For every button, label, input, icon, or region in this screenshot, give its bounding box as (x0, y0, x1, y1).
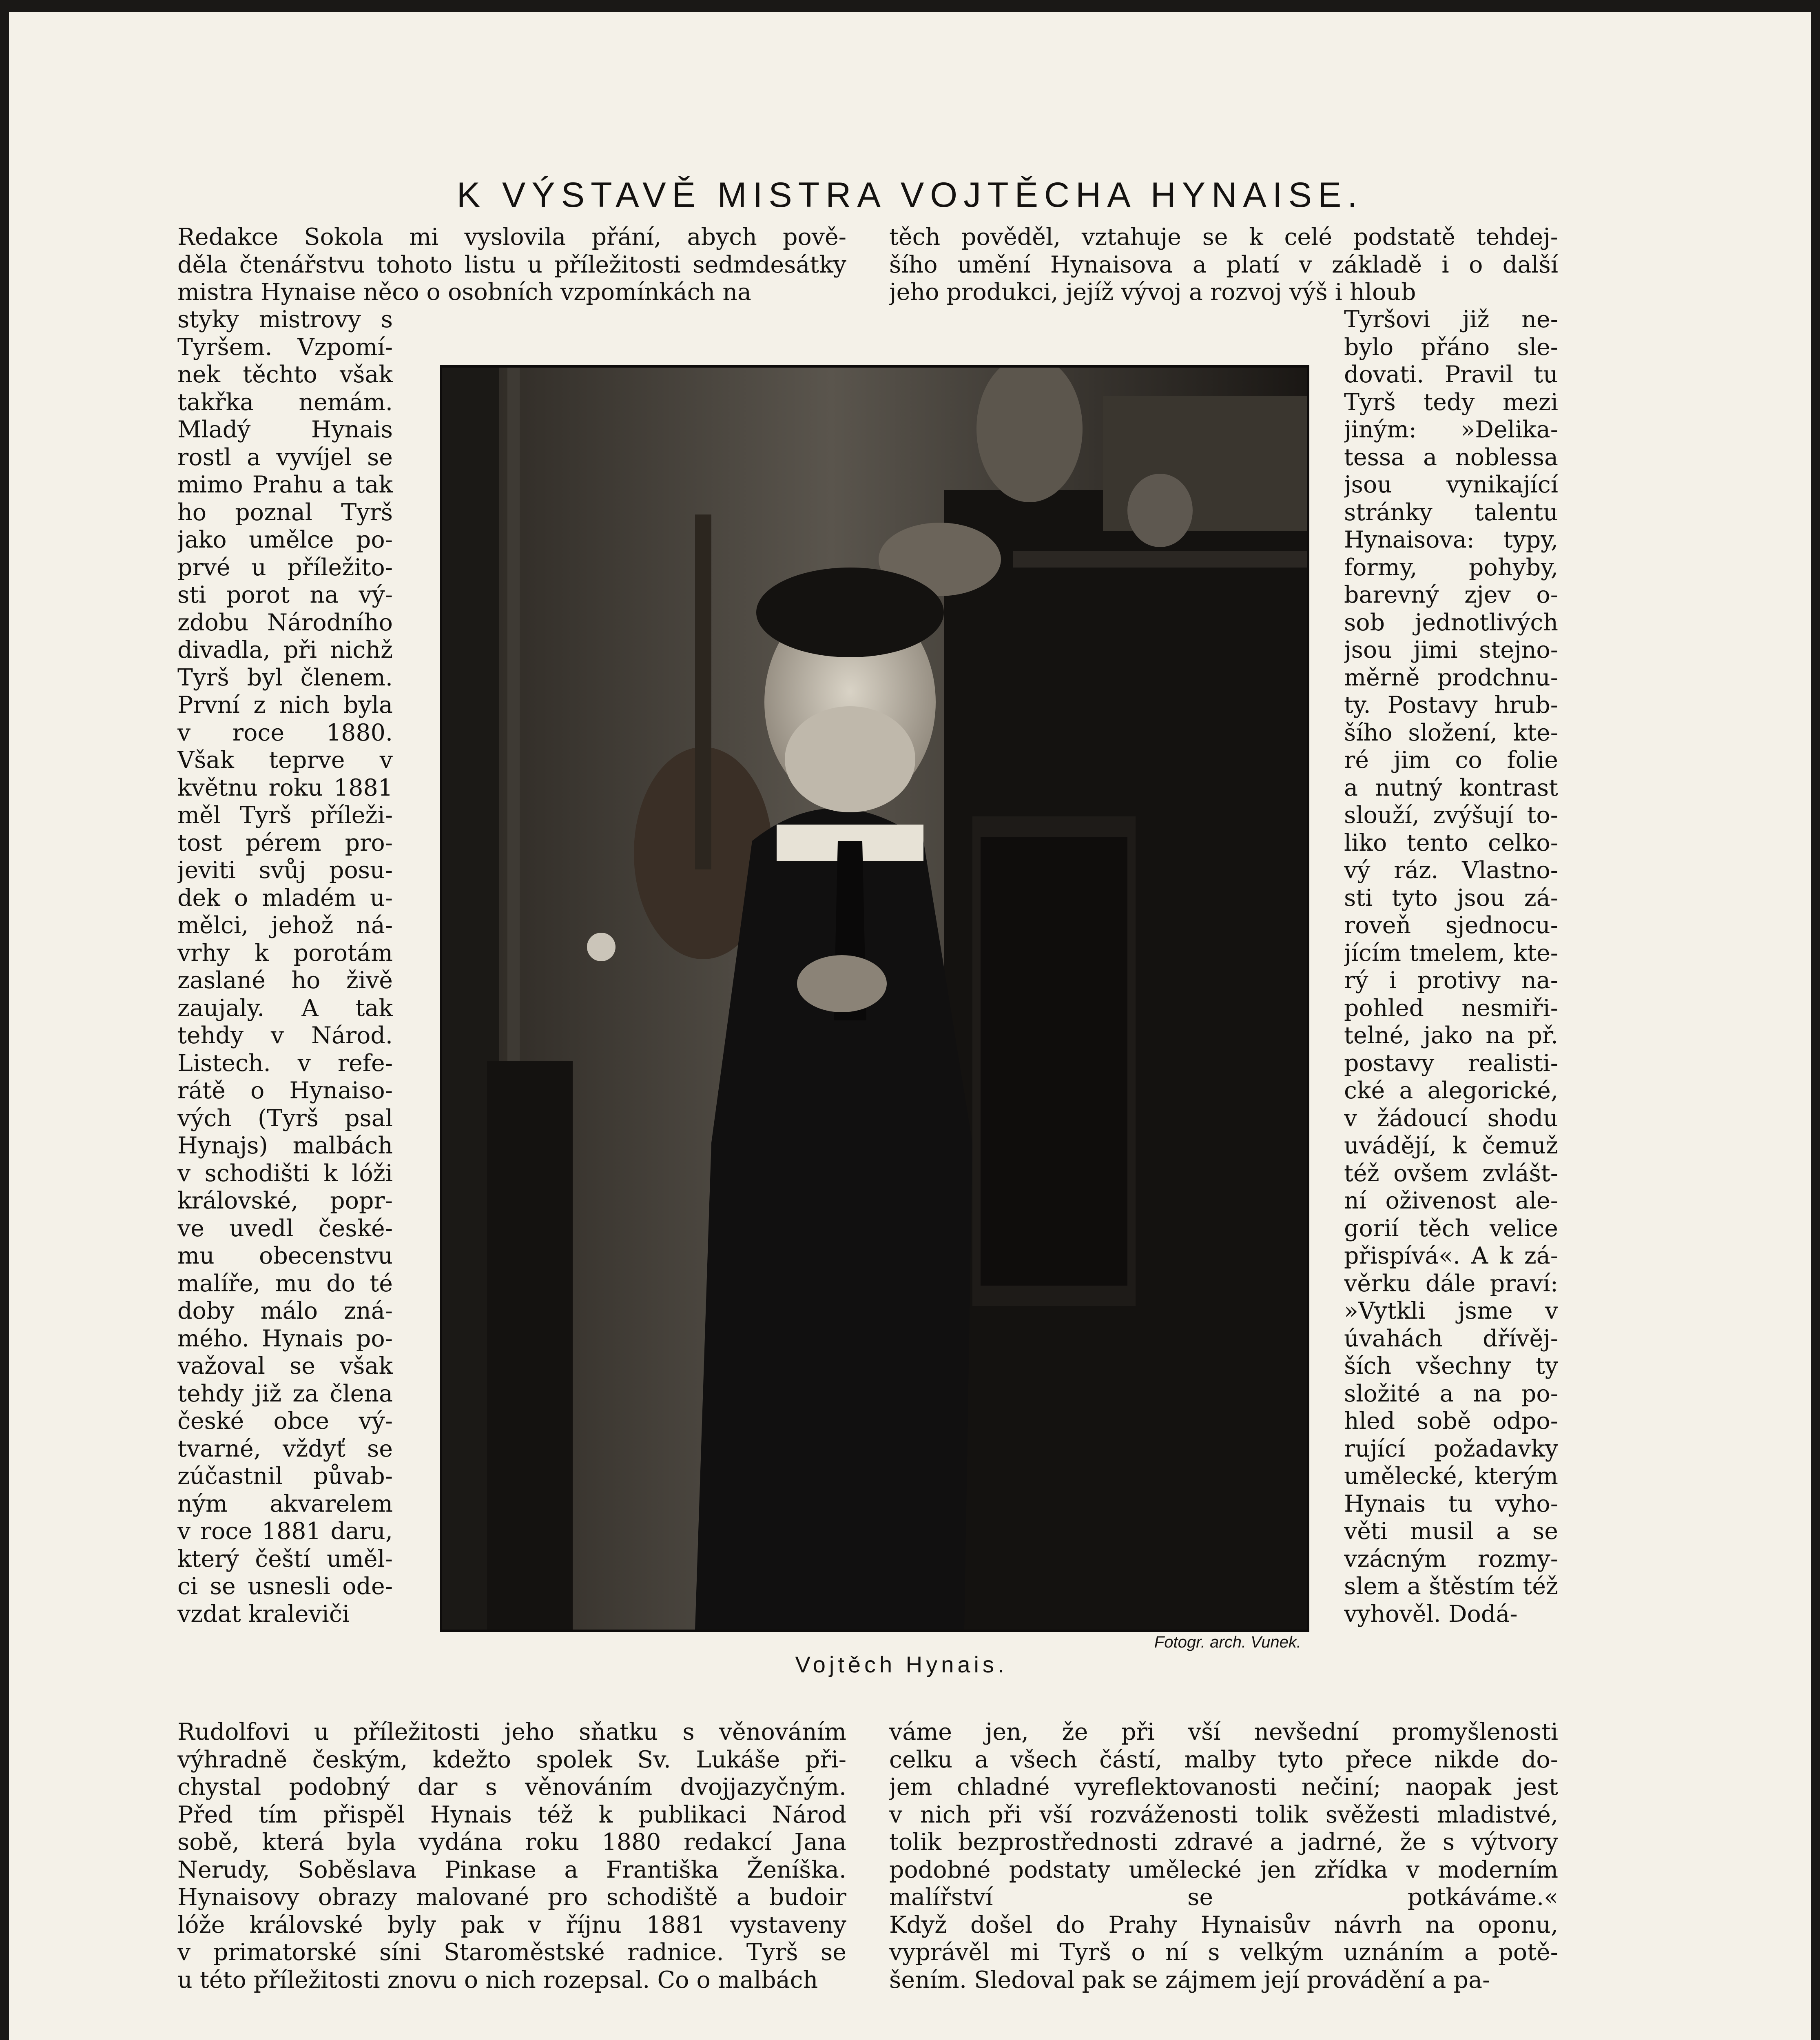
text-line: úvahách dřívěj- (1344, 1325, 1558, 1352)
text-line: výhradně českým, kdežto spolek Sv. Lukáše při- (177, 1746, 846, 1773)
text-line: Když došel do Prahy Hynaisův návrh na oponu, (889, 1911, 1558, 1938)
text-line: tost pérem pro- (177, 829, 393, 856)
text-line: ní oživenost ale- (1344, 1187, 1558, 1214)
text-line: podobné podstaty umělecké jen zřídka v moderním (889, 1856, 1558, 1883)
text-line: prvé u příležito- (177, 554, 393, 581)
text-line: tolik bezprostřednosti zdravé a jadrné, že s výtvory (889, 1829, 1558, 1856)
text-line: tehdy v Národ. (177, 1022, 393, 1049)
text-line: tessa a noblessa (1344, 443, 1558, 471)
text-line: české obce vý- (177, 1408, 393, 1435)
text-line: vzdat kraleviči (177, 1600, 350, 1628)
text-line: věti musil a se (1344, 1518, 1558, 1545)
text-line: v primatorské síni Staroměstské radnice. Tyrš se (177, 1939, 846, 1966)
text-line: slouží, zvýšují to- (1344, 802, 1558, 829)
text-line: hled sobě odpo- (1344, 1408, 1558, 1435)
text-line: uvádějí, k čemuž (1344, 1132, 1558, 1159)
text-line: Hynaisovy obrazy malované pro schodiště a budoir (177, 1884, 846, 1911)
text-line: Nerudy, Soběslava Pinkase a Františka Ženíška. (177, 1856, 846, 1883)
text-line: važoval se však (177, 1353, 393, 1379)
text-line: Listech. v refe- (177, 1049, 393, 1077)
text-line: »Vytkli jsme v (1344, 1297, 1558, 1324)
right-column-top (889, 224, 1558, 306)
text-line: divadla, při nichž (177, 636, 393, 663)
text-line: postavy realisti- (1344, 1049, 1558, 1077)
text-line: pohled nesmiři- (1344, 994, 1558, 1022)
text-line: Rudolfovi u příležitosti jeho sňatku s věnováním (177, 1718, 846, 1745)
text-line: tvarné, vždyť se (177, 1435, 393, 1462)
text-line: celku a všech částí, malby tyto přece nikde do- (889, 1746, 1558, 1773)
text-line: umělecké, kterým (1344, 1463, 1558, 1490)
text-line: šího umění Hynaisova a platí v základě i o další (889, 251, 1558, 278)
text-line: jiným: »Delika- (1344, 416, 1558, 443)
text-line: u této příležitosti znovu o nich rozepsal. Co o malbách (177, 1966, 818, 1993)
text-line: Redakce Sokola mi vyslovila přání, abych pově- (177, 224, 846, 251)
text-line: rý i protivy na- (1344, 967, 1558, 994)
photo-caption: Vojtěch Hynais. (795, 1652, 1008, 1677)
text-line: rátě o Hynaiso- (177, 1077, 393, 1104)
text-line: Hynajs) malbách (177, 1132, 393, 1159)
text-line: vyprávěl mi Tyrš o ní s velkým uznáním a potě- (889, 1939, 1558, 1966)
text-line: mělci, jehož ná- (177, 912, 393, 939)
text-line: mu obecenstvu (177, 1242, 393, 1269)
text-line: v roce 1881 daru, (177, 1518, 393, 1545)
scan-edge-right (1811, 0, 1820, 2040)
text-line: mého. Hynais po- (177, 1325, 393, 1352)
text-line: lóže královské byly pak v říjnu 1881 vystaveny (177, 1911, 846, 1938)
text-line: liko tento celko- (1344, 829, 1558, 856)
text-line: jeho produkci, jejíž vývoj a rozvoj výš i hloub (889, 279, 1416, 306)
text-line: sobě, která byla vydána roku 1880 redakcí Jana (177, 1829, 846, 1856)
left-column-bottom (177, 1718, 846, 1994)
text-line: stránky talentu (1344, 499, 1558, 526)
text-line: takřka nemám. (177, 388, 393, 416)
text-line: sti porot na vý- (177, 581, 393, 608)
text-line: v roce 1880. (177, 719, 393, 746)
text-line: barevný zjev o- (1344, 581, 1558, 608)
text-line: jako umělce po- (177, 526, 393, 553)
text-line: a nutný kontrast (1344, 774, 1558, 801)
text-line: měl Tyrš příleži- (177, 802, 393, 829)
text-line: První z nich byla (177, 692, 393, 718)
right-column-narrow (1344, 306, 1558, 1628)
text-line: vrhy k porotám (177, 939, 393, 967)
text-line: sob jednotlivých (1344, 609, 1558, 636)
text-line: doby málo zná- (177, 1297, 393, 1324)
text-line: Tyrš tedy mezi (1344, 388, 1558, 416)
left-column-narrow (177, 306, 393, 1628)
text-line: Tyršem. Vzpomí- (177, 333, 393, 361)
photo-credit: Fotogr. arch. Vunek. (1154, 1633, 1301, 1651)
text-line: Tyrš byl členem. (177, 664, 393, 691)
portrait-image (442, 368, 1307, 1630)
text-line: měrně prodchnu- (1344, 664, 1558, 691)
text-line: zaslané ho živě (177, 967, 393, 994)
text-line: malířství se potkáváme.« (889, 1884, 1558, 1911)
text-line: vzácným rozmy- (1344, 1545, 1558, 1572)
text-line: zúčastnil půvab- (177, 1463, 393, 1490)
right-column-bottom (889, 1718, 1558, 1994)
scan-edge-left (0, 0, 9, 2040)
text-line: nek těchto však (177, 361, 393, 388)
text-line: jícím tmelem, kte- (1344, 939, 1558, 967)
article-title: K VÝSTAVĚ MISTRA VOJTĚCHA HYNAISE. (456, 175, 1364, 215)
text-line: ty. Postavy hrub- (1344, 692, 1558, 718)
text-line: jeviti svůj posu- (177, 857, 393, 884)
text-line: ších všechny ty (1344, 1353, 1558, 1379)
text-line: přispívá«. A k zá- (1344, 1242, 1558, 1269)
text-line: jsou vynikající (1344, 471, 1558, 498)
text-line: jem chladné vyreflektovanosti nečiní; naopak jest (889, 1774, 1558, 1801)
text-line: styky mistrovy s (177, 306, 393, 333)
text-line: formy, pohyby, (1344, 554, 1558, 581)
text-line: ve uvedl české- (177, 1215, 393, 1242)
text-line: ci se usnesli ode- (177, 1573, 393, 1600)
text-line: ho poznal Tyrš (177, 499, 393, 526)
text-line: bylo přáno sle- (1344, 333, 1558, 361)
text-line: v žádoucí shodu (1344, 1104, 1558, 1132)
text-line: též ovšem zvlášt- (1344, 1160, 1558, 1187)
text-line: telné, jako na př. (1344, 1022, 1558, 1049)
text-line: dovati. Pravil tu (1344, 361, 1558, 388)
text-line: věrku dále praví: (1344, 1270, 1558, 1297)
text-line: těch pověděl, vztahuje se k celé podstatě tehdej- (889, 224, 1558, 251)
text-line: Hynais tu vyho- (1344, 1490, 1558, 1517)
text-line: gorií těch velice (1344, 1215, 1558, 1242)
text-line: slem a štěstím též (1344, 1573, 1558, 1600)
text-line: Mladý Hynais (177, 416, 393, 443)
text-line: složité a na po- (1344, 1380, 1558, 1407)
text-line: Však teprve v (177, 747, 393, 774)
text-line: šením. Sledoval pak se zájmem její provádění a pa- (889, 1966, 1490, 1993)
text-line: mimo Prahu a tak (177, 471, 393, 498)
text-line: malíře, mu do té (177, 1270, 393, 1297)
text-line: jsou jimi stejno- (1344, 636, 1558, 663)
text-line: dek o mladém u- (177, 884, 393, 911)
portrait-photo (440, 365, 1309, 1632)
text-line: vý ráz. Vlastno- (1344, 857, 1558, 884)
text-line: děla čtenářstvu tohoto listu u příležitosti sedmdesátky (177, 251, 846, 278)
text-line: vyhověl. Dodá- (1344, 1600, 1518, 1628)
text-line: který čeští uměl- (177, 1545, 393, 1572)
text-line: rující požadavky (1344, 1435, 1558, 1462)
text-line: mistra Hynaise něco o osobních vzpomínkách na (177, 279, 752, 306)
text-line: ným akvarelem (177, 1490, 393, 1517)
text-line: rostl a vyvíjel se (177, 443, 393, 471)
text-line: vých (Tyrš psal (177, 1104, 393, 1132)
text-line: zdobu Národního (177, 609, 393, 636)
text-line: šího složení, kte- (1344, 719, 1558, 746)
text-line: ré jim co folie (1344, 747, 1558, 774)
text-line: Hynaisova: typy, (1344, 526, 1558, 553)
left-column-top (177, 224, 846, 306)
text-line: květnu roku 1881 (177, 774, 393, 801)
text-line: chystal podobný dar s věnováním dvojjazyčným. (177, 1774, 846, 1801)
text-line: Před tím přispěl Hynais též k publikaci Národ (177, 1801, 846, 1828)
text-line: sti tyto jsou zá- (1344, 884, 1558, 911)
text-line: Tyršovi již ne- (1344, 306, 1558, 333)
text-line: v schodišti k lóži (177, 1160, 393, 1187)
text-line: cké a alegorické, (1344, 1077, 1558, 1104)
text-line: zaujaly. A tak (177, 994, 393, 1022)
text-line: tehdy již za člena (177, 1380, 393, 1407)
text-line: královské, popr- (177, 1187, 393, 1214)
text-line: v nich při vší rozváženosti tolik svěžesti mladistvé, (889, 1801, 1558, 1828)
text-line: roveň sjednocu- (1344, 912, 1558, 939)
text-line: váme jen, že při vší nevšední promyšlenosti (889, 1718, 1558, 1745)
scan-edge-top (0, 0, 1820, 12)
